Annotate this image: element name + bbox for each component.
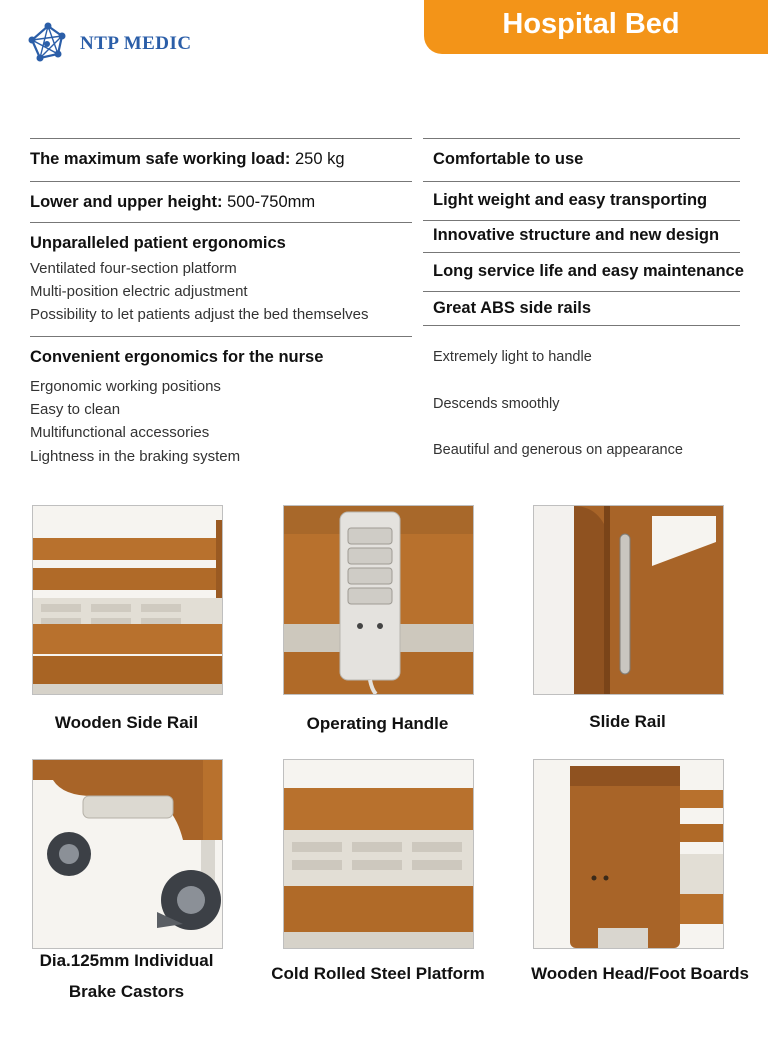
divider (30, 336, 412, 337)
list-item: Lightness in the braking system (30, 448, 241, 465)
divider (30, 181, 412, 182)
caption: Wooden Head/Foot Boards (531, 964, 749, 983)
divider (423, 291, 740, 292)
list-item: Ventilated four-section platform (30, 260, 237, 277)
feature-item: Innovative structure and new design (433, 226, 720, 244)
max-load-label: The maximum safe working load: (30, 150, 291, 168)
divider (423, 325, 740, 326)
feature-item: Long service life and easy maintenance (433, 262, 744, 280)
steel-platform-photo (283, 759, 474, 949)
divider (30, 138, 412, 139)
feature-item: Great ABS side rails (433, 299, 592, 317)
caption: Dia.125mm Individual (39, 951, 214, 970)
divider (423, 220, 740, 221)
caption: Wooden Side Rail (54, 713, 199, 732)
list-item: Ergonomic working positions (30, 378, 221, 395)
page-title: Hospital Bed (502, 8, 680, 40)
feature-item: Light weight and easy transporting (433, 191, 708, 209)
feature-note: Extremely light to handle (433, 349, 592, 365)
patient-ergonomics-title: Unparalleled patient ergonomics (30, 234, 286, 252)
divider (423, 138, 740, 139)
head-foot-boards-photo (533, 759, 724, 949)
molecule-logo-icon (24, 20, 72, 68)
height-value: 500-750mm (227, 193, 316, 211)
wooden-side-rail-photo (32, 505, 223, 695)
divider (423, 181, 740, 182)
slide-rail-photo (533, 505, 724, 695)
caption: Cold Rolled Steel Platform (271, 964, 485, 983)
list-item: Possibility to let patients adjust the bed themselves (30, 306, 369, 323)
caption: Operating Handle (306, 714, 449, 733)
height-label: Lower and upper height: (30, 193, 223, 211)
feature-note: Descends smoothly (433, 396, 560, 412)
list-item: Easy to clean (30, 401, 121, 418)
max-load-value: 250 kg (294, 150, 345, 168)
list-item: Multi-position electric adjustment (30, 283, 248, 300)
brand-name: NTP MEDIC (80, 33, 192, 54)
feature-note: Beautiful and generous on appearance (433, 442, 683, 458)
list-item: Multifunctional accessories (30, 424, 210, 441)
height-spec (30, 193, 315, 212)
max-load-spec (30, 150, 345, 169)
operating-handle-photo (283, 505, 474, 695)
caption: Slide Rail (589, 712, 666, 731)
feature-item: Comfortable to use (433, 150, 584, 168)
caption: Brake Castors (68, 982, 185, 1001)
brake-castors-photo (32, 759, 223, 949)
nurse-ergonomics-title: Convenient ergonomics for the nurse (30, 348, 324, 366)
divider (30, 222, 412, 223)
divider (423, 252, 740, 253)
